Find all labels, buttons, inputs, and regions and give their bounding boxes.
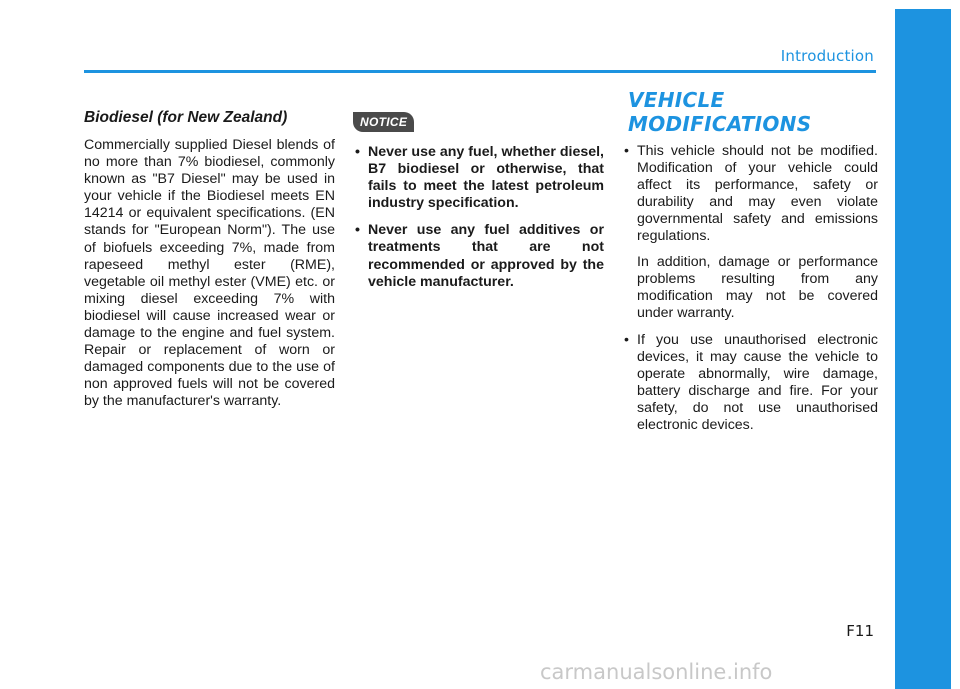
biodiesel-paragraph: Commercially supplied Diesel blends of no more than 7% biodiesel, commonly known as "B7 Diesel" may be used in your vehicle if the Biodiesel meets EN 14214 or equivalent specifications. (EN stands for "European Norm"). The use of biofuels exceeding 7%, made from rapeseed methyl ester (RME), vegetable oil methyl ester (VME) etc. or mixing diesel exceeding 7% with biodiesel will cause increased wear or damage to the engine and fuel system. Repair or replacement of worn or damaged components due to the use of non approved fuels will not be covered by the manufacturer's warranty.: [84, 137, 335, 410]
page-number: F11: [846, 622, 874, 640]
modification-item: • This vehicle should not be modified. Modification of your vehicle could affect its performance, safety or durability and may even violate governmental safety and emissions regulations.: [622, 143, 878, 246]
notice-item: • Never use any fuel additives or treatments that are not recommended or approved by the vehicle manufacturer.: [353, 222, 604, 290]
watermark: carmanualsonline.info: [540, 660, 773, 684]
biodiesel-column: [84, 109, 335, 411]
modifications-list-2: [622, 332, 878, 435]
notice-item: • Never use any fuel, whether diesel, B7 biodiesel or otherwise, that fails to meet the latest petroleum industry specification.: [353, 144, 604, 212]
header-rule: [84, 70, 876, 73]
notice-list: [353, 144, 604, 291]
modifications-list: [622, 143, 878, 246]
biodiesel-heading: Biodiesel (for New Zealand): [84, 109, 288, 126]
modification-item-continued: In addition, damage or performance problems resulting from any modification may not be covered under warranty.: [637, 253, 878, 321]
chapter-tab-bar: [895, 9, 951, 689]
notice-column: [353, 112, 604, 301]
modifications-heading: VEHICLE MODIFICATIONS: [628, 88, 812, 136]
modifications-column: [622, 88, 878, 445]
notice-badge: NOTICE: [353, 112, 414, 132]
modification-item: • If you use unauthorised electronic devices, it may cause the vehicle to operate abnormally, wire damage, battery discharge and fire. For your safety, do not use unauthorised electronic devices.: [622, 332, 878, 435]
section-title: Introduction: [780, 47, 874, 65]
